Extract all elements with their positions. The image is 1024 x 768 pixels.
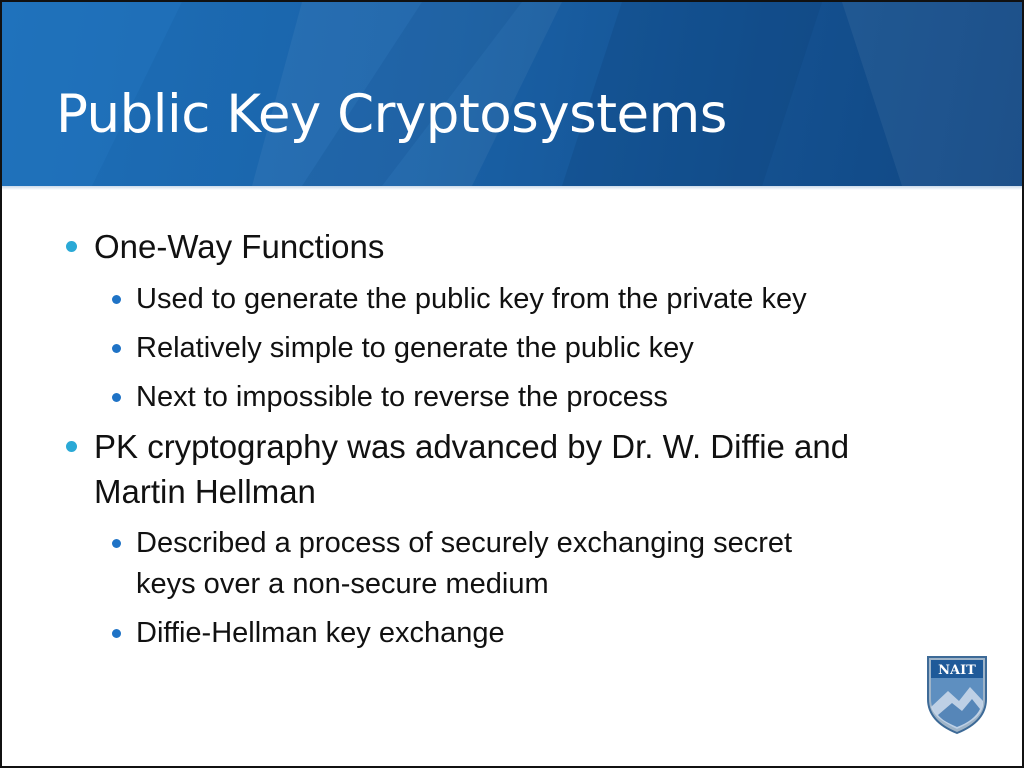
sub-bullet-dot: [112, 344, 121, 353]
bullet-dot: [66, 241, 77, 252]
bullet-dot: [66, 441, 77, 452]
sub-bullet-dot: [112, 539, 121, 548]
slide-body: [2, 2, 1024, 768]
bullet-pk-cryptography-line1: PK cryptography was advanced by Dr. W. Diffie and: [94, 428, 850, 465]
bullet-one-way-functions: One-Way Functions: [94, 228, 385, 265]
sub-bullet-described-process-line1: Described a process of securely exchanging secret: [136, 527, 793, 559]
sub-bullet-next-to-impossible: Next to impossible to reverse the process: [136, 381, 668, 413]
sub-bullet-described-process-line2: keys over a non-secure medium: [136, 568, 549, 600]
bullet-pk-cryptography-line2: Martin Hellman: [94, 473, 316, 510]
sub-bullet-dot: [112, 629, 121, 638]
nait-shield-logo-icon: [926, 655, 988, 735]
logo-text: NAIT: [938, 663, 976, 678]
sub-bullet-relatively-simple: Relatively simple to generate the public key: [136, 332, 694, 364]
sub-bullet-dot: [112, 393, 121, 402]
sub-bullet-dot: [112, 295, 121, 304]
slide-title: Public Key Cryptosystems: [56, 84, 727, 145]
sub-bullet-diffie-hellman: Diffie-Hellman key exchange: [136, 617, 505, 649]
sub-bullet-used-to-generate: Used to generate the public key from the private key: [136, 283, 807, 315]
